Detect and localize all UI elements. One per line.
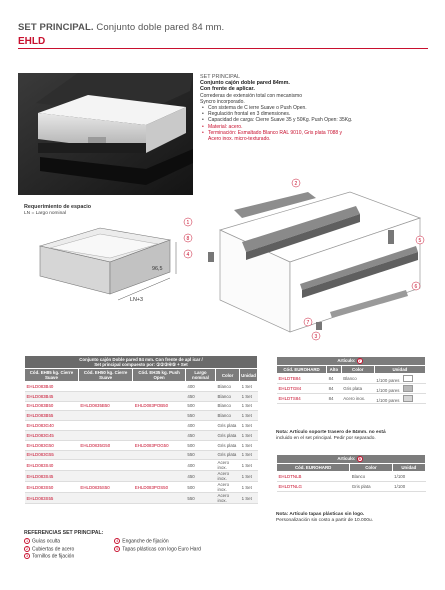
table-cell bbox=[133, 493, 186, 504]
table-cell: 1/100 bbox=[392, 482, 425, 492]
table-cell: 1 Set bbox=[240, 391, 258, 401]
reference-label: Guías oculta bbox=[32, 537, 61, 544]
table-cell: 1 Set bbox=[240, 411, 258, 421]
table-caption bbox=[25, 356, 258, 369]
reference-number: 3 bbox=[25, 554, 29, 559]
table-cell: Acero inox. bbox=[341, 394, 374, 404]
table-caption-line-1: Conjunto cajón Doble pared 84 mm. Con frente de apl icar / bbox=[79, 357, 203, 362]
table-row bbox=[25, 411, 258, 421]
table-cell: 1/100 bbox=[392, 472, 425, 482]
table-cell: EHLD083POB50 bbox=[133, 401, 186, 411]
table-cell: 84 bbox=[327, 394, 342, 404]
table-cell bbox=[78, 430, 132, 440]
table-cell: 1 Set bbox=[240, 450, 258, 460]
reference-item bbox=[24, 546, 74, 554]
table-cell: EHLD083G45 bbox=[25, 430, 79, 440]
table-cell: EHLD083S55 bbox=[25, 493, 79, 504]
table-cell: 84 bbox=[327, 374, 342, 384]
table-caption bbox=[277, 357, 426, 366]
reference-item bbox=[114, 538, 201, 546]
color-swatch bbox=[403, 395, 413, 402]
color-swatch bbox=[403, 375, 413, 382]
col-header: Color bbox=[216, 369, 240, 382]
callout-badge: 8 bbox=[358, 457, 361, 461]
reference-number: 4 bbox=[116, 538, 119, 543]
spec-line-1: Correderas de extensión total con mecanismo bbox=[200, 92, 302, 99]
table-cell: Blanco bbox=[216, 391, 240, 401]
table-cell: 1 Set bbox=[240, 421, 258, 431]
note-line-2: Personalización sin costo a partir de 10.000u. bbox=[276, 517, 374, 523]
caption-text: Artículo: bbox=[337, 456, 356, 462]
table-row bbox=[277, 394, 426, 404]
table-cell bbox=[78, 421, 132, 431]
table-row bbox=[25, 493, 258, 504]
table-cell: EHLD083B50 bbox=[25, 401, 79, 411]
table-row bbox=[25, 471, 258, 482]
table-cell: 500 bbox=[185, 482, 215, 493]
table-cell: 550 bbox=[185, 411, 215, 421]
height-dimension: 96,5 bbox=[152, 266, 163, 272]
table-cell: EHLD083G40 bbox=[25, 421, 79, 431]
note-line-1: Nota: Artículo soporte trasero de 84mm. no está bbox=[276, 430, 386, 435]
table-cell bbox=[133, 391, 186, 401]
table-cell: 1/100 pares bbox=[374, 384, 425, 394]
callout-3: 3 bbox=[314, 334, 318, 340]
table-cell: EHLD083S50 bbox=[25, 482, 79, 493]
table-cell bbox=[78, 391, 132, 401]
table-cell: 450 bbox=[185, 430, 215, 440]
table-caption bbox=[277, 455, 426, 464]
side-table-2-body bbox=[277, 472, 426, 492]
product-code: EHLD bbox=[18, 36, 46, 47]
table-cell: 1 Set bbox=[240, 430, 258, 440]
table-cell bbox=[78, 382, 132, 392]
table-cell: 500 bbox=[185, 401, 215, 411]
note-line-2: incluido en el set principal. Pedir por separado. bbox=[276, 435, 376, 441]
table-cell: Acero inox. bbox=[216, 471, 240, 482]
table-cell bbox=[78, 450, 132, 460]
col-header: Unidad bbox=[392, 464, 425, 472]
spec-bullet-finish: • Terminación: Esmaltado Blanco RAL 9010, Gris plata 7088 y bbox=[200, 130, 430, 136]
table-cell bbox=[133, 460, 186, 471]
title-text: SET PRINCIPAL. bbox=[18, 22, 94, 33]
table-cell bbox=[133, 471, 186, 482]
table-cell: EHLD083S40 bbox=[25, 460, 79, 471]
table-cell: EHLD0835S50 bbox=[78, 482, 132, 493]
spec-bullet: • Con sistema de C ierre Suave o Push Open. bbox=[200, 105, 430, 111]
table-cell: EHLD083G50 bbox=[25, 440, 79, 450]
table-cell bbox=[133, 430, 186, 440]
references bbox=[24, 530, 201, 561]
table-row bbox=[25, 450, 258, 460]
table-cell: 1 Set bbox=[240, 401, 258, 411]
table-row bbox=[25, 391, 258, 401]
table-cell: Gris plata bbox=[350, 482, 392, 492]
product-photo bbox=[18, 73, 193, 195]
reference-label: Cubiertas de acero bbox=[32, 545, 75, 552]
callout-8: 8 bbox=[186, 236, 190, 242]
table-cell: Blanco bbox=[216, 411, 240, 421]
table-cell: EHLD083POG50 bbox=[133, 440, 186, 450]
table-row bbox=[277, 482, 426, 492]
callout-6: 6 bbox=[414, 284, 418, 290]
table-row bbox=[277, 472, 426, 482]
table-cell: Blanco bbox=[341, 374, 374, 384]
table-row bbox=[25, 382, 258, 392]
note-line-1: Nota: Artículo tapas plásticas sin logo. bbox=[276, 512, 365, 517]
subtitle-text: Conjunto doble pared 84 mm. bbox=[96, 22, 225, 33]
space-requirement-sub: LN = Largo nominal bbox=[24, 211, 66, 216]
table-cell: 450 bbox=[185, 471, 215, 482]
table-cell: Gris plata bbox=[216, 421, 240, 431]
col-header: Unidad bbox=[374, 366, 425, 374]
table-cell: EHLD083G55 bbox=[25, 450, 79, 460]
table-cell bbox=[78, 471, 132, 482]
table-cell: EHLDTNLB bbox=[277, 472, 350, 482]
reference-item bbox=[114, 546, 201, 554]
table-row bbox=[25, 460, 258, 471]
reference-label: Enganche de fijación bbox=[122, 537, 169, 544]
note-plastic-caps bbox=[276, 512, 436, 524]
spec-bullet: • Capacidad de carga: Cierre Suave 35 y 50Kg. Push Open: 35Kg. bbox=[200, 117, 430, 123]
table-cell: 1/100 pares bbox=[374, 394, 425, 404]
col-header: Alto bbox=[327, 366, 342, 374]
table-cell: Blanco bbox=[350, 472, 392, 482]
reference-item bbox=[24, 553, 74, 561]
table-cell: Gris plata bbox=[216, 450, 240, 460]
note-back-support bbox=[276, 430, 436, 442]
col-header: Color bbox=[341, 366, 374, 374]
spec-kicker: SET PRINCIPAL bbox=[200, 74, 240, 80]
col-header: Color bbox=[350, 464, 392, 472]
col-header: Largo nominal bbox=[185, 369, 215, 382]
table-cell: 1 Set bbox=[240, 471, 258, 482]
col-header: Cód. EH50 kg. Cierre Suave bbox=[78, 369, 132, 382]
table-row bbox=[25, 482, 258, 493]
table-cell: Blanco bbox=[216, 382, 240, 392]
drawer-photo-illustration bbox=[18, 73, 193, 195]
table-cell bbox=[78, 411, 132, 421]
reference-number: 5 bbox=[116, 546, 119, 551]
callout-1: 1 bbox=[186, 220, 190, 226]
callout-2: 2 bbox=[294, 181, 298, 187]
table-cell: EHLD083POS50 bbox=[133, 482, 186, 493]
references-left bbox=[24, 538, 74, 562]
reference-number: 2 bbox=[25, 546, 29, 551]
table-cell: EHLD083S45 bbox=[25, 471, 79, 482]
table-cell: 500 bbox=[185, 440, 215, 450]
table-row bbox=[277, 384, 426, 394]
table-cell: 1 Set bbox=[240, 482, 258, 493]
table-row bbox=[25, 421, 258, 431]
table-cell: 450 bbox=[185, 391, 215, 401]
table-cell: 1 Set bbox=[240, 493, 258, 504]
space-requirement-sketch bbox=[30, 222, 180, 312]
header-divider bbox=[18, 48, 428, 49]
table-cell: 400 bbox=[185, 382, 215, 392]
table-cell: 550 bbox=[185, 450, 215, 460]
table-cell: Acero inox. bbox=[216, 460, 240, 471]
table-cell: EHLDTS84 bbox=[277, 394, 327, 404]
table-cell: 1 Set bbox=[240, 382, 258, 392]
table-caption-line-2: Set principal compuesto por: ①②③④⑤ + Set bbox=[94, 362, 188, 367]
table-cell: EHLDTNLG bbox=[277, 482, 350, 492]
table-cell: Acero inox. bbox=[216, 493, 240, 504]
table-cell bbox=[133, 450, 186, 460]
table-cell: 1 Set bbox=[240, 440, 258, 450]
spec-title-1: Conjunto cajón doble pared 84mm. bbox=[200, 80, 290, 87]
table-cell: EHLD0835G50 bbox=[78, 440, 132, 450]
table-cell bbox=[133, 382, 186, 392]
col-header: Unidad bbox=[240, 369, 258, 382]
table-cell: EHLD083B45 bbox=[25, 391, 79, 401]
table-cell: Gris plata bbox=[341, 384, 374, 394]
main-table-body bbox=[25, 382, 258, 504]
table-cell: 1/100 pares bbox=[374, 374, 425, 384]
table-row bbox=[277, 374, 426, 384]
table-cell: Gris plata bbox=[216, 430, 240, 440]
page-title bbox=[18, 22, 224, 33]
col-header: Cód. EH35 kg. Push Open bbox=[133, 369, 186, 382]
table-cell: 550 bbox=[185, 493, 215, 504]
table-row bbox=[25, 401, 258, 411]
back-support-table bbox=[276, 356, 426, 404]
side-table-1-body bbox=[277, 374, 426, 404]
color-swatch bbox=[403, 385, 413, 392]
spec-finish-continued: Acero inox. micro-texturado. bbox=[208, 136, 271, 143]
caption-text: Artículo: bbox=[337, 358, 356, 364]
col-header: Cód. EUROHARD bbox=[277, 366, 327, 374]
table-cell: Acero inox. bbox=[216, 482, 240, 493]
space-requirement-title: Requerimiento de espacio bbox=[24, 204, 92, 210]
table-cell: 1 Set bbox=[240, 460, 258, 471]
reference-item bbox=[24, 538, 74, 546]
callout-badge: 7 bbox=[358, 359, 361, 363]
exploded-diagram bbox=[180, 172, 430, 354]
reference-label: Tornillos de fijación bbox=[32, 553, 75, 560]
table-cell: EHLD083B55 bbox=[25, 411, 79, 421]
main-product-table bbox=[24, 355, 258, 504]
table-cell bbox=[78, 460, 132, 471]
spec-block bbox=[200, 74, 430, 142]
spec-title-2: Con frente de aplicar. bbox=[200, 86, 255, 93]
col-header: Cód. EUROHARD bbox=[277, 464, 350, 472]
table-cell: EHLDTB84 bbox=[277, 374, 327, 384]
table-cell: 84 bbox=[327, 384, 342, 394]
callout-4: 4 bbox=[186, 252, 190, 258]
table-cell: 400 bbox=[185, 421, 215, 431]
table-cell: Gris plata bbox=[216, 440, 240, 450]
spec-bullet-material: • Material: acero. bbox=[200, 124, 430, 130]
spec-line-2: Syncro incorporado. bbox=[200, 98, 245, 105]
references-right bbox=[114, 538, 201, 562]
table-cell: Blanco bbox=[216, 401, 240, 411]
reference-number: 1 bbox=[25, 538, 29, 543]
callout-7: 7 bbox=[306, 320, 310, 326]
table-cell bbox=[133, 411, 186, 421]
length-dimension: LN+3 bbox=[130, 297, 144, 303]
table-cell: EHLDTG84 bbox=[277, 384, 327, 394]
table-row bbox=[25, 430, 258, 440]
table-cell bbox=[133, 421, 186, 431]
table-cell: EHLD0835B50 bbox=[78, 401, 132, 411]
spec-bullet: • Regulación frontal en 3 dimensiones. bbox=[200, 111, 430, 117]
table-cell: 400 bbox=[185, 460, 215, 471]
table-cell bbox=[78, 493, 132, 504]
reference-label: Tapas plásticas con logo Euro Hard bbox=[122, 545, 201, 552]
references-title: REFERENCIAS SET PRINCIPAL: bbox=[24, 530, 104, 536]
col-header: Cód. EH85 kg. Cierre Suave bbox=[25, 369, 79, 382]
table-row bbox=[25, 440, 258, 450]
callout-5: 5 bbox=[418, 238, 422, 244]
plastic-caps-table bbox=[276, 454, 426, 492]
table-cell: EHLD083B40 bbox=[25, 382, 79, 392]
